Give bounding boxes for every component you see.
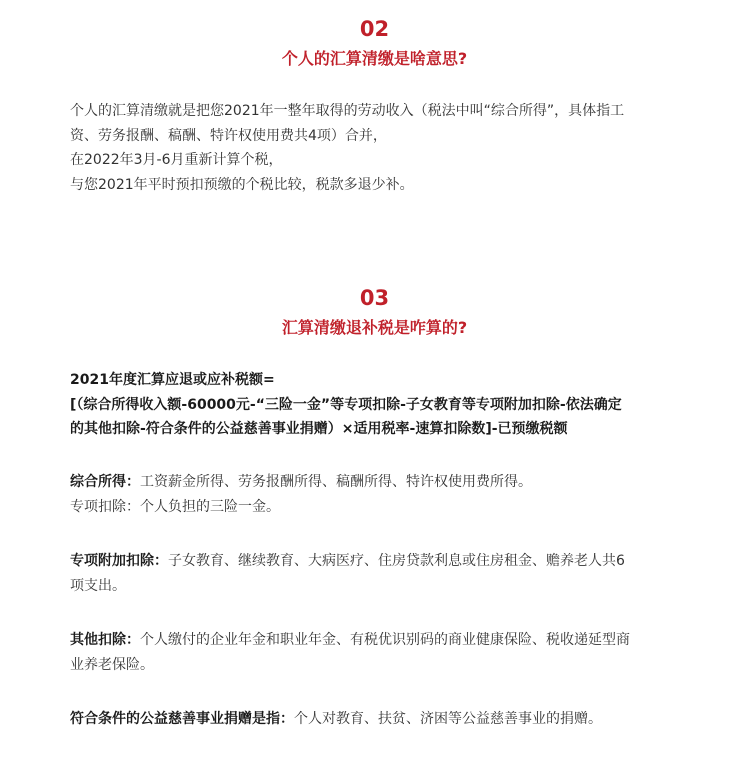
paragraph-line: 个人的汇算清缴就是把您2021年一整年取得的劳动收入（税法中叫“综合所得”，具体指工: [70, 103, 625, 119]
paragraph-line: 在2022年3月-6月重新计算个税，: [70, 152, 283, 168]
definition-label: 符合条件的公益慈善事业捐赠是指：: [70, 711, 294, 727]
section-title-03: 汇算清缴退补税是咋算的?: [281, 318, 468, 337]
definition-text: 工资薪金所得、劳务报酬所得、稿酬所得、特许权使用费所得。: [140, 474, 532, 490]
definition-text: 项支出。: [70, 577, 126, 594]
section-number-03: 03: [359, 286, 390, 310]
definition-special-deduction: 专项扣除：个人负担的三险一金。: [70, 498, 280, 515]
definition-label: 其他扣除：: [70, 632, 140, 648]
definition-text: 个人对教育、扶贫、济困等公益慈善事业的捐赠。: [294, 711, 602, 727]
definition-text: 业养老保险。: [70, 656, 154, 673]
paragraph-line: 与您2021年平时预扣预缴的个税比较，税款多退少补。: [70, 176, 414, 193]
definition-text: 个人缴付的企业年金和职业年金、有税优识别码的商业健康保险、税收递延型商: [140, 632, 630, 648]
paragraph-line: 资、劳务报酬、稿酬、特许权使用费共4项）合并，: [70, 127, 387, 144]
section-number-02: 02: [359, 17, 390, 41]
formula-line: 2021年度汇算应退或应补税额=: [70, 372, 275, 388]
definition-label: 综合所得：: [70, 474, 140, 490]
formula-line: 的其他扣除-符合条件的公益慈善事业捐赠）×适用税率-速算扣除数]-已预缴税额: [70, 421, 568, 437]
definition-special-additional-deduction: [70, 549, 720, 598]
definition-text: 子女教育、继续教育、大病医疗、住房贷款利息或住房租金、赡养老人共6: [168, 553, 625, 569]
formula-line: [（综合所得收入额-60000元-“三险一金”等专项扣除-子女教育等专项附加扣除-依法确定: [70, 396, 622, 413]
tax-formula: [70, 368, 720, 442]
definition-charity-donation: [70, 707, 720, 732]
definition-comprehensive-income: [70, 470, 720, 519]
definition-other-deduction: [70, 628, 720, 677]
section-title-02: 个人的汇算清缴是啥意思?: [281, 49, 468, 68]
section-02-paragraph: [70, 99, 720, 197]
definition-label: 专项附加扣除：: [70, 553, 168, 569]
